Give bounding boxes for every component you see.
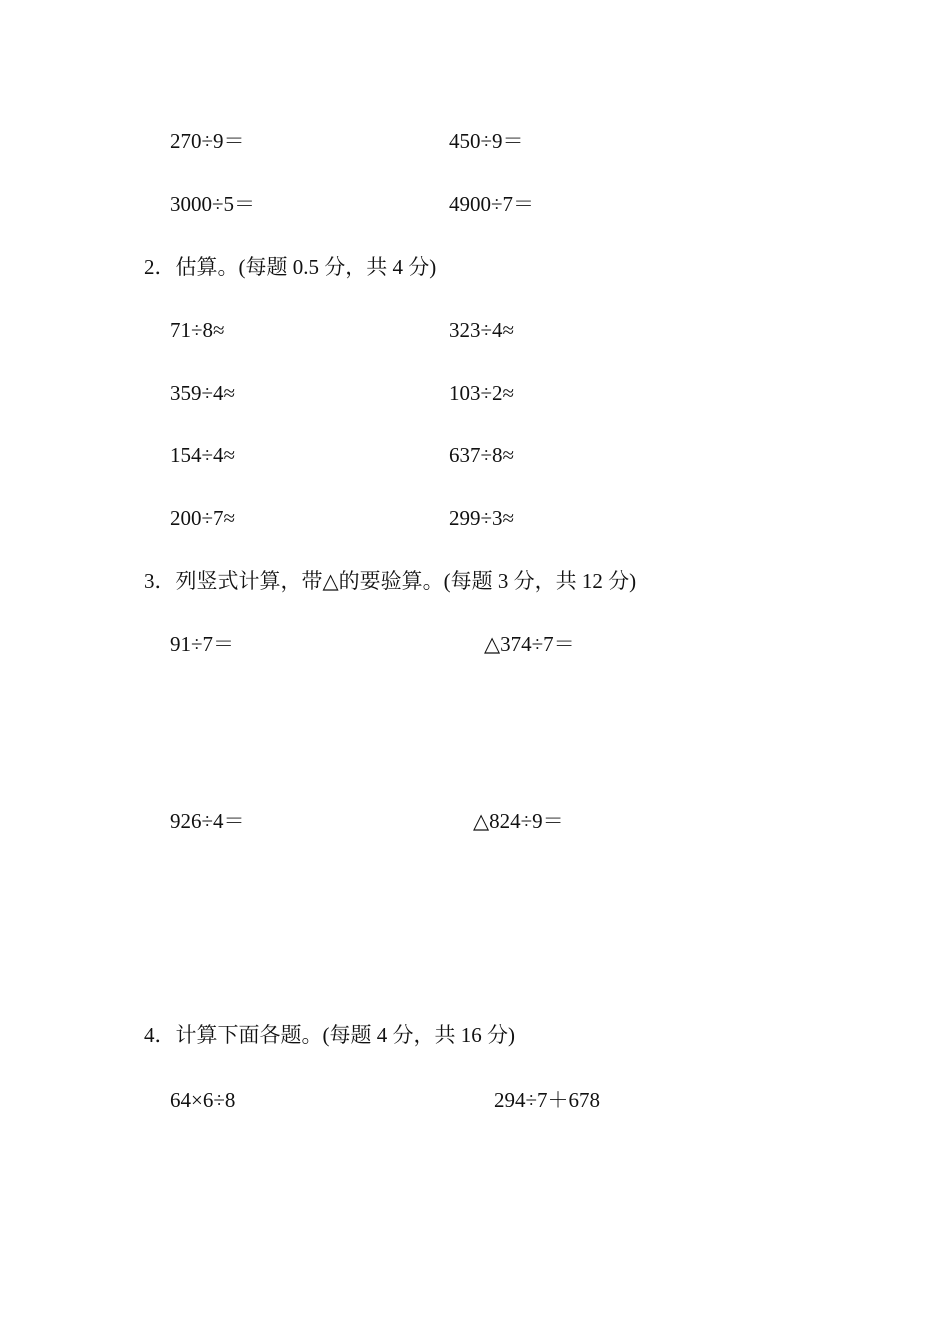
problem-3000-div-5: 3000÷5＝ (170, 192, 256, 216)
section-2-heading: 2．估算。(每题 0.5 分，共 4 分) (144, 255, 437, 279)
problem-270-div-9: 270÷9＝ (170, 129, 245, 153)
compute-294-div-7-plus-678: 294÷7＋678 (494, 1088, 601, 1112)
vertical-926-div-4: 926÷4＝ (170, 809, 245, 833)
compute-64-times-6-div-8: 64×6÷8 (170, 1088, 236, 1112)
estimate-323-div-4: 323÷4≈ (449, 318, 515, 342)
estimate-154-div-4: 154÷4≈ (170, 443, 236, 467)
vertical-91-div-7: 91÷7＝ (170, 632, 235, 656)
estimate-637-div-8: 637÷8≈ (449, 443, 515, 467)
estimate-103-div-2: 103÷2≈ (449, 381, 515, 405)
vertical-374-div-7-check: △374÷7＝ (484, 632, 575, 656)
section-3-heading: 3．列竖式计算，带△的要验算。(每题 3 分，共 12 分) (144, 569, 637, 593)
estimate-200-div-7: 200÷7≈ (170, 506, 236, 530)
estimate-359-div-4: 359÷4≈ (170, 381, 236, 405)
problem-450-div-9: 450÷9＝ (449, 129, 524, 153)
section-4-heading: 4．计算下面各题。(每题 4 分，共 16 分) (144, 1023, 515, 1047)
estimate-71-div-8: 71÷8≈ (170, 318, 225, 342)
vertical-824-div-9-check: △824÷9＝ (473, 809, 564, 833)
estimate-299-div-3: 299÷3≈ (449, 506, 515, 530)
problem-4900-div-7: 4900÷7＝ (449, 192, 535, 216)
